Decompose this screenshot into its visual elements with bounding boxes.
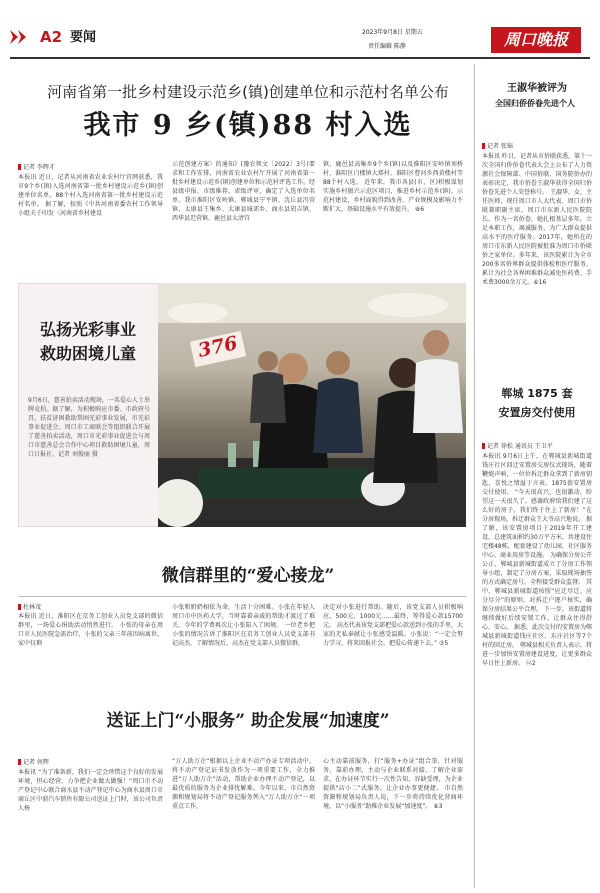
story2-rule bbox=[18, 596, 466, 597]
story2-headline: 微信群里的“爱心接龙” bbox=[161, 566, 335, 586]
sidebar-divider bbox=[474, 64, 475, 888]
story1-col1: 本报讯 近日，记者从河南省农业农村厅官网获悉，我市9个乡(镇)入选河南省第一批乡村建设示范乡(镇)创建单位名单，88个村入选河南省第一批乡村建设示范村名单。 据了解，按照《中共河南省委农村工作领导小组关于印发〈河南省乡村建设 bbox=[18, 174, 163, 217]
section-name: 要闻 bbox=[70, 30, 97, 45]
story3-col3: 心主动靠前服务，打“服务+办证”组合拳，针对服务、靠前办理，主动与企业联系对接，了解企业需求，在办证环节实行一次性告知、容缺受理，为企业提供“店小二”式服务，让企业办事更便捷。 市自然资源和规划局负责人说，下一步将持续优化营商环境，以“小服务”助推企业发展“加速度”。 ⑧3 bbox=[323, 758, 463, 810]
story2-byline: 杜林茂 bbox=[18, 602, 41, 611]
story2-col3: 决定对小张进行帮助。随后，该党支部人员积极响应，500元、1000元……最终，筹得爱心款15700元。 高杰代表该党支部把爱心款送到小张的手里，大家的无私奉献让小张感受温暖。小张说：“一定会努力学习，将来回报社会，把爱心传递下去。” ⑦5 bbox=[323, 604, 463, 647]
auction-photo bbox=[158, 283, 466, 527]
masthead-arrows bbox=[10, 29, 32, 43]
logo-text: 周口晚报 bbox=[503, 30, 568, 49]
sidebar1-body: 本报讯 昨日，记者从市侨联获悉，第十一次全国归侨侨眷代表大会上公布了人力资源社会保障部、中国侨联、国务院侨办的表彰决定，我市侨眷王淑华获得全国归侨侨眷先进个人荣誉称号。 王淑华，女，主任医师，现任周口市人大代表、周口市侨联兼职副主席，周口市东新人民医院院长。作为一名侨眷，她扎根基层多年，立足本职工作，竭诚服务，为广大群众提供高水平的医疗服务。2017年，她所在的周口市东新人民医院被批准为周口市侨联侨之家单位。多年来，该医院累计为全市200多名侨界群众提供体检和医疗服务，累计为社会各界困难群众减免医药费、手术费3000余万元。⑥16 bbox=[482, 153, 592, 286]
masthead-rule bbox=[10, 57, 590, 59]
story3-col1: 本报讯 “为了准备新，我们一定会珍惜这个良好的发展环境，恒心经营，力争把企业做大做强！”周口市不动产登记中心联合商水县不动产登记中心为商水县周口市商丘区中鼎汽车销售有限公司送证上门时，该公司负责人杨 bbox=[18, 769, 163, 812]
story1-headline: 我市 9 乡(镇)88 村入选 bbox=[83, 110, 413, 141]
story2-col2: 小张和奶奶相依为命，生活十分困难。小张在年轻人周口市中医药大学，当时靠着亲戚的帮助才渡过了难关，今年的学费再次让小张陷入了困境。 一位老乡把小张的情况告诉了淮阳区在京务工创业人员党支部书记高杰，了解情况后，高杰在党支部人员微信群， bbox=[172, 604, 315, 647]
sidebar2-headline-1: 郸城 1875 套 bbox=[501, 387, 573, 400]
sidebar2-byline: 记者 徐松 通讯员 王卫平 bbox=[482, 441, 553, 450]
story3-col2: “万人助万企”根据以上企业不动产办证专项活动中，将不动产登记证书发放作为一项重要工作，全力推进“万人助万企”活动，帮助企业办理不动产登记，以最优质的服务为企业排忧解难。今年以来，市自然资源和规划局将不动产登记服务列入“万人助万企”一项重点工作， bbox=[172, 758, 315, 810]
photo-headline-1: 弘扬光彩事业 bbox=[39, 320, 136, 339]
story1-col2: 示范创建方案〉的通知》(豫农领文〔2022〕3号)要求和工作安排，河南省农业农村厅开展了河南省第一批乡村建设示范乡(镇)创建单位和示范村评选工作。经县级申报、市级推荐、省级评审，确定了入选单位名单。我市淮阳区安岭镇、郸城县宁平镇、沈丘县冯营镇、太康县王集乡、太康县城郊乡、商水县胡吉镇、西华县迟营镇、鹿邑县太清宫 bbox=[172, 161, 315, 222]
story1-byline: 记者 李辉才 bbox=[18, 162, 55, 171]
page-code: A2 bbox=[40, 28, 63, 46]
story3-byline: 记者 何辉 bbox=[18, 757, 49, 766]
sidebar2-body: 本报讯 9月6日上午，在郸城县新城街道钱庄社区回迁安置房交房仪式现场，随着鞭炮声响，一位位拆迁群众拿到了新房钥匙，喜悦之情溢于言表。1875套安置房交付使用。 “今天很高兴，也很激动，盼望这一天很久了。感谢政府给我们建了这么好的房子，我们终于住上了新房！”在分房现场，拆迁群众王大爷高兴地说。 据了解，该安置房项目于2019年开工建设，总建筑面积约30万平方米，共建设住宅楼48栋，配套建设了幼儿园、社区服务中心、商业用房等设施。 为确保分房公开公正，郸城县新城街道成立了分房工作领导小组，制定了分房方案，采取现场抽签的方式确定房号，全程接受群众监督。 其中，郸城县新城街道按照“应迁尽迁、应分尽分”的原则，对拆迁户逐户核实，确保分房结果公平合理。 下一步，该街道将继续做好后续安置工作，让群众住得舒心、安心。 据悉，此次交付的安置房为郸城县新城街道钱庄社区、东庄社区等7个村的回迁房。 郸城县相关负责人表示，将进一步加快安置房建设进度，让更多群众早日住上新房。 ⑫2 bbox=[482, 453, 592, 667]
story3-headline: 送证上门“小服务” 助企发展“加速度” bbox=[106, 711, 390, 731]
bid-paddle-number: 376 bbox=[196, 332, 240, 362]
sidebar1-byline: 记者 张锦 bbox=[482, 141, 513, 150]
newspaper-logo bbox=[491, 27, 581, 53]
story1-kicker: 河南省第一批乡村建设示范乡(镇)创建单位和示范村名单公布 bbox=[47, 83, 449, 101]
sidebar1-headline-1: 王淑华被评为 bbox=[507, 83, 567, 94]
sidebar1-headline-2: 全国归侨侨眷先进个人 bbox=[495, 99, 575, 108]
date-line: 2023年9月8日 星期五 bbox=[362, 29, 423, 36]
photo-caption: 9月6日，慈善拍卖活动现场，一名爱心人士举牌竞拍。据了解，为积极响应市委、市政府号召，扶贫济困救助帮困光彩事业发展，市光彩事业促进会、周口市工商联会等组织联合开展了慈善拍卖活动，周口市光彩事业促进会与周口市慈善总会合作中心项目救助困境儿童，周口日报社、记者 刘俊丽 摄 bbox=[28, 397, 150, 458]
editor-line: 责任编辑 陈静 bbox=[368, 43, 406, 50]
photo-headline-2: 救助困境儿童 bbox=[39, 344, 136, 363]
story1-col3: 镇、鹿邑县高集乡9个乡(镇)以及淮阳区安岭镇刘桥村、淮阳区白楼镇大郑村、淮阳区曹河乡西黄楼村等88个村入选。 近年来，我市各县(市、区)积极谋划实施乡村振兴示范区项目，推进乡村示范乡(镇)、示范村建设，乡村面貌得到改善，产业规模及影响力不断扩大，基础设施水平有效提升。 ⑧6 bbox=[323, 161, 463, 213]
sidebar2-headline-2: 安置房交付使用 bbox=[498, 406, 576, 419]
story2-col1: 本报讯 近日，淮阳区在京务工创业人员党支部的微信群里，一场爱心捐助活动悄然进行。 小张的母亲在周口市人民医院急需治疗，小张的父亲三年前因病离世，家中仅剩 bbox=[18, 613, 163, 647]
